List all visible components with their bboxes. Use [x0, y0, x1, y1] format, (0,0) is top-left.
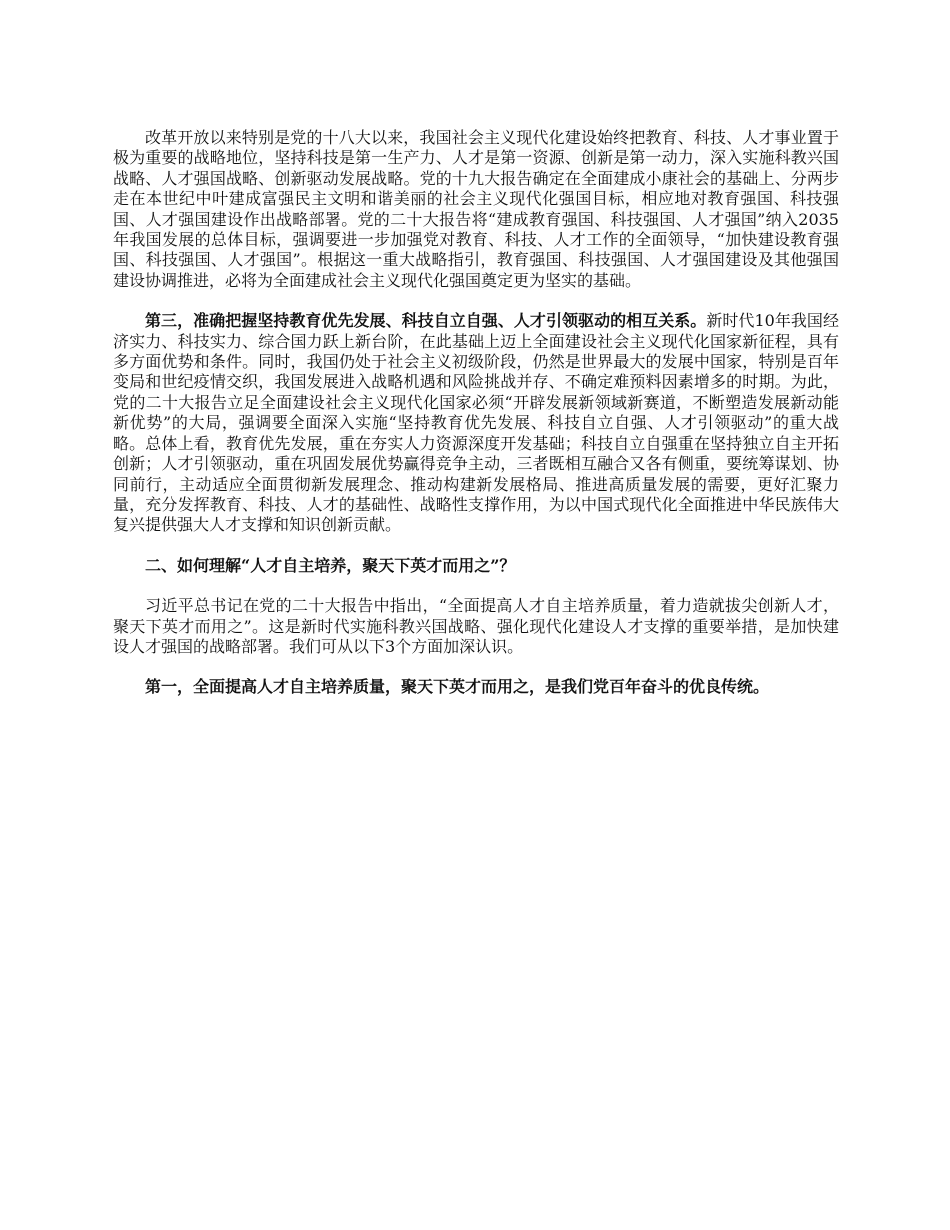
document-page — [113, 128, 839, 718]
paragraph-third-point-text: 新时代10年我国经济实力、科技实力、综合国力跃上新台阶，在此基础上迈上全面建设社会主义现代化国家新征程，具有多方面优势和条件。同时，我国仍处于社会主义初级阶段，仍然是世界最大的发展中国家，特别是百年变局和世纪疫情交织，我国发展进入战略机遇和风险挑战并存、不确定难预料因素增多的时期。为此，党的二十大报告立足全面建设社会主义现代化国家必须“开辟发展新领域新赛道，不断塑造发展新动能新优势”的大局，强调要全面深入实施“坚持教育优先发展、科技自立自强、人才引领驱动”的重大战略。总体上看，教育优先发展，重在夯实人力资源深度开发基础；科技自立自强重在坚持独立自主开拓创新；人才引领驱动，重在巩固发展优势赢得竞争主动，三者既相互融合又各有侧重，要统筹谋划、协同前行，主动适应全面贯彻新发展理念、推动构建新发展格局、推进高质量发展的需要，更好汇聚力量，充分发挥教育、科技、人才的基础性、战略性支撑作用，为以中国式现代化全面推进中华民族伟大复兴提供强大人才支撑和知识创新贡献。 — [113, 311, 839, 535]
paragraph-first-point — [113, 677, 839, 697]
paragraph-section-intro — [113, 596, 839, 657]
paragraph-third-point-lead: 第三，准确把握坚持教育优先发展、科技自立自强、人才引领驱动的相互关系。 — [145, 311, 707, 331]
paragraph-section-intro-text: 习近平总书记在党的二十大报告中指出，“全面提高人才自主培养质量，着力造就拔尖创新人才，聚天下英才而用之”。这是新时代实施科教兴国战略、强化现代化建设人才支撑的重要举措，是加快建设人才强国的战略部署。我们可从以下3个方面加深认识。 — [113, 596, 839, 656]
paragraph-third-point — [113, 311, 839, 535]
paragraph-intro — [113, 128, 839, 291]
paragraph-first-point-lead: 第一，全面提高人才自主培养质量，聚天下英才而用之，是我们党百年奋斗的优良传统。 — [145, 677, 770, 697]
paragraph-intro-text: 改革开放以来特别是党的十八大以来，我国社会主义现代化建设始终把教育、科技、人才事业置于极为重要的战略地位，坚持科技是第一生产力、人才是第一资源、创新是第一动力，深入实施科教兴国战略、人才强国战略、创新驱动发展战略。党的十九大报告确定在全面建成小康社会的基础上、分两步走在本世纪中叶建成富强民主文明和谐美丽的社会主义现代化强国目标，相应地对教育强国、科技强国、人才强国建设作出战略部署。党的二十大报告将“建成教育强国、科技强国、人才强国”纳入2035年我国发展的总体目标，强调要进一步加强党对教育、科技、人才工作的全面领导，“加快建设教育强国、科技强国、人才强国”。根据这一重大战略指引，教育强国、科技强国、人才强国建设及其他强国建设协调推进，必将为全面建成社会主义现代化强国奠定更为坚实的基础。 — [113, 128, 839, 290]
section-heading: 二、如何理解“人才自主培养，聚天下英才而用之”？ — [145, 555, 516, 575]
